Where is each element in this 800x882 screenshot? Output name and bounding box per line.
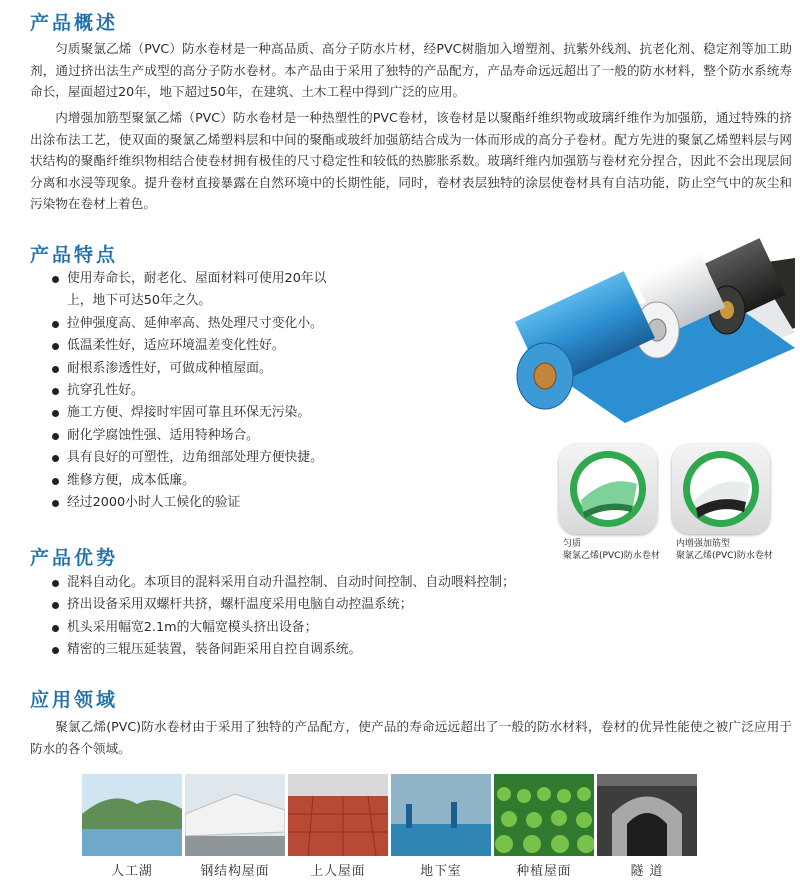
advantages-title: 产品优势	[30, 547, 119, 569]
feature-item: 拉伸强度高、延伸率高、热处理尺寸变化小。	[52, 313, 367, 335]
blue-roll-core	[534, 363, 556, 389]
reinforced-pvc-caption: 内增强加筋型 聚氯乙烯(PVC)防水卷材	[676, 539, 773, 561]
feature-item: 施工方便、焊接时牢固可靠且环保无污染。	[52, 402, 367, 424]
photo-label: 地下室	[420, 864, 462, 879]
photo-label: 人工湖	[111, 864, 153, 879]
feature-item: 耐根系渗透性好，可做成种植屋面。	[52, 358, 367, 380]
feature-item: 抗穿孔性好。	[52, 380, 367, 402]
basement-photo	[391, 774, 491, 856]
reinforced-membrane-icon	[672, 444, 770, 534]
feature-item: 维修方便，成本低廉。	[52, 470, 367, 492]
artificial-lake-photo	[82, 774, 182, 856]
advantage-item: 混料自动化。本项目的混料采用自动升温控制、自动时间控制、自动喂料控制；	[52, 572, 612, 594]
overview-title: 产品概述	[30, 12, 119, 34]
photo-label: 隧 道	[630, 864, 664, 879]
feature-item: 耐化学腐蚀性强、适用特种场合。	[52, 425, 367, 447]
homogeneous-membrane-icon	[559, 444, 657, 534]
photo-label: 种植屋面	[516, 864, 572, 879]
overview-paragraph-1: 匀质聚氯乙烯（PVC）防水卷材是一种高品质、高分子防水片材，经PVC树脂加入增塑剂、抗紫外线剂、抗老化剂、稳定剂等加工助剂，通过挤出法生产成型的高分子防水卷材。本产品由于采用了独特的产品配方，产品寿命远远超出了一般的防水材料，整个防水系统寿命长，屋面超过20年，地下超过50年，在建筑、土木工程中得到广泛的应用。	[30, 41, 792, 99]
planted-roof-photo	[494, 774, 594, 856]
feature-item: 低温柔性好，适应环境温差变化性好。	[52, 335, 367, 357]
features-list	[52, 268, 367, 514]
photo-label: 钢结构屋面	[200, 864, 270, 879]
homogeneous-pvc-caption: 匀质 聚氯乙烯(PVC)防水卷材	[563, 539, 660, 561]
steel-roof-photo	[185, 774, 285, 856]
features-title: 产品特点	[30, 244, 119, 266]
pvc-rolls-illustration	[505, 238, 795, 428]
reinforced-pvc-badge	[672, 444, 770, 534]
advantage-item: 挤出设备采用双螺杆共挤，螺杆温度采用电脑自动控温系统；	[52, 594, 612, 616]
photo-label: 上人屋面	[310, 864, 366, 879]
overview-paragraph-2: 内增强加筋型聚氯乙烯（PVC）防水卷材是一种热塑性的PVC卷材，该卷材是以聚酯纤维织物或玻璃纤维作为加强筋，通过特殊的挤出涂布法工艺，使双面的聚氯乙烯塑料层和中间的聚酯或玻纤加强筋结合成为一体而形成的高分子卷材。配方先进的聚氯乙烯塑料层与网状结构的聚酯纤维织物相结合使卷材拥有极佳的尺寸稳定性和较低的热膨胀系数。玻璃纤维内加强筋与卷材充分捏合，因此不会出现层间分离和水浸等现象。提升卷材直接暴露在自然环境中的长期性能，同时，卷材表层独特的涂层使卷材具有自洁功能，防止空气中的灰尘和污染物在卷材上着色。	[30, 110, 792, 211]
feature-item: 具有良好的可塑性，边角细部处理方便快捷。	[52, 447, 367, 469]
advantage-item: 精密的三辊压延装置，装备间距采用自控自调系统。	[52, 639, 612, 661]
accessible-roof-photo	[288, 774, 388, 856]
feature-item: 经过2000小时人工候化的验证	[52, 492, 367, 514]
applications-text: 聚氯乙烯(PVC)防水卷材由于采用了独特的产品配方，使产品的寿命远远超出了一般的防水材料，卷材的优异性能使之被广泛应用于防水的各个领域。	[30, 719, 792, 756]
applications-title: 应用领域	[30, 689, 119, 711]
tunnel-photo	[597, 774, 697, 856]
homogeneous-pvc-badge	[559, 444, 657, 534]
feature-item: 使用寿命长，耐老化、屋面材料可使用20年以上，地下可达50年之久。	[52, 268, 367, 313]
advantage-item: 机头采用幅宽2.1m的大幅宽模头挤出设备；	[52, 617, 612, 639]
advantages-list	[52, 572, 612, 662]
